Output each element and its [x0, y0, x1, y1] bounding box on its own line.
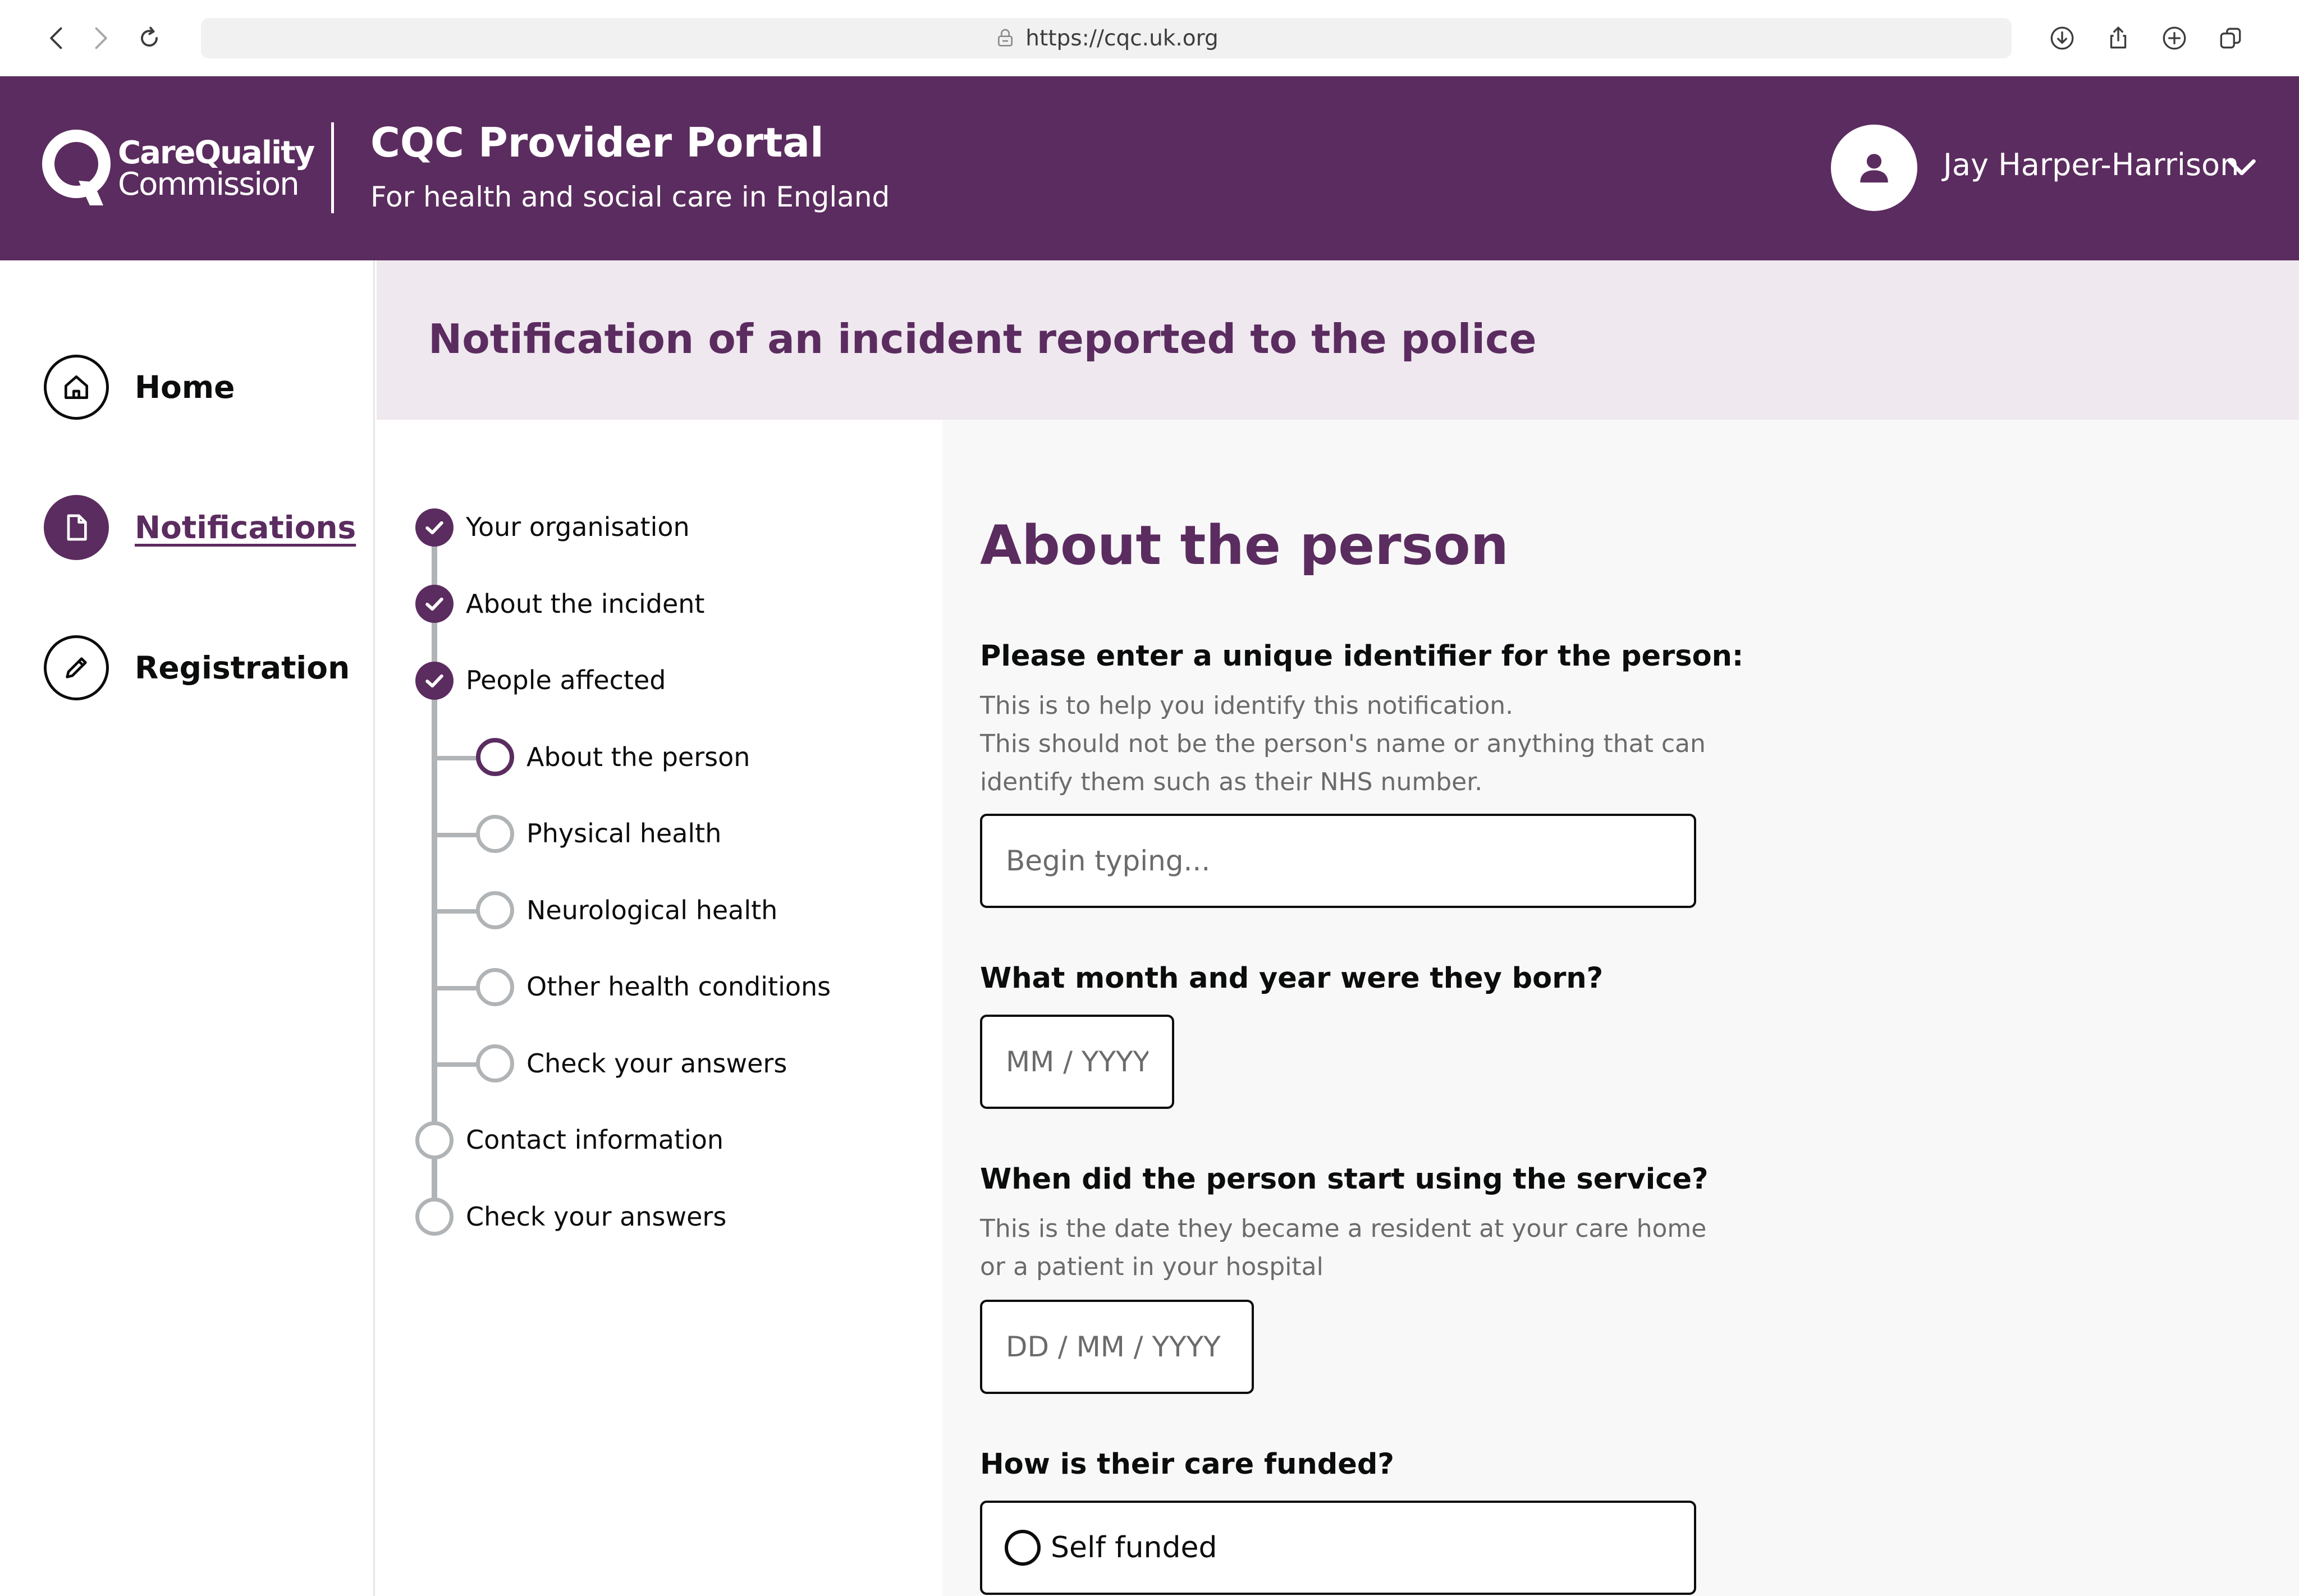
reload-button[interactable]: [131, 20, 167, 56]
step-about-the-incident[interactable]: About the incident: [466, 589, 705, 619]
step-your-organisation[interactable]: Your organisation: [466, 512, 690, 542]
lock-icon: [994, 27, 1016, 49]
pencil-icon-circle: [44, 635, 109, 700]
step-complete-marker: [415, 585, 454, 623]
tabs-icon: [2216, 24, 2245, 52]
identifier-label: Please enter a unique identifier for the person:: [980, 640, 1744, 673]
url-text: https://cqc.uk.org: [1025, 25, 1219, 51]
logo-text-line2: Commission: [118, 166, 299, 203]
identifier-hint-2: This should not be the person's name or anything that can: [980, 730, 1706, 758]
user-avatar[interactable]: [1831, 125, 1917, 211]
stepper-line: [432, 528, 437, 1218]
radio-button[interactable]: [1005, 1530, 1041, 1566]
identifier-hint-1: This is to help you identify this notification.: [980, 691, 1514, 720]
document-icon: [61, 512, 92, 543]
new-tab-button[interactable]: [2156, 20, 2192, 56]
logo-text-line1: CareQuality: [118, 135, 314, 171]
step-complete-marker: [415, 508, 454, 547]
step-people-affected[interactable]: People affected: [466, 665, 666, 695]
step-pending-marker: [476, 815, 514, 853]
step-complete-marker: [415, 662, 454, 700]
sidebar: [0, 260, 375, 1596]
reload-icon: [135, 24, 164, 53]
chevron-right-icon: [85, 24, 115, 53]
download-button[interactable]: [2044, 20, 2080, 56]
radio-label: Self funded: [1051, 1531, 1217, 1565]
step-current-marker: [476, 738, 514, 776]
portal-subtitle: For health and social care in England: [370, 181, 890, 213]
form-panel: [942, 420, 2299, 1596]
step-pending-marker: [415, 1121, 454, 1159]
sidebar-item-label: Home: [135, 369, 235, 405]
document-icon-circle: [44, 495, 109, 560]
page-title: Notification of an incident reported to the police: [428, 315, 1537, 363]
chevron-down-icon: [2224, 149, 2260, 185]
check-icon: [422, 668, 447, 693]
step-check-your-answers[interactable]: Check your answers: [466, 1201, 727, 1232]
step-about-the-person[interactable]: About the person: [526, 742, 750, 772]
user-icon: [1854, 148, 1894, 187]
step-physical-health[interactable]: Physical health: [526, 818, 722, 849]
birth-label: What month and year were they born?: [980, 962, 1604, 995]
header-divider: [331, 122, 334, 213]
identifier-hint-3: identify them such as their NHS number.: [980, 768, 1483, 796]
sidebar-item-label: Notifications: [135, 510, 356, 545]
step-neurological-health[interactable]: Neurological health: [526, 895, 778, 925]
share-button[interactable]: [2100, 20, 2136, 56]
check-icon: [422, 515, 447, 540]
funding-label: How is their care funded?: [980, 1448, 1394, 1481]
chevron-left-icon: [43, 24, 72, 53]
check-icon: [422, 591, 447, 616]
identifier-input[interactable]: [980, 814, 1696, 908]
service-start-hint-2: or a patient in your hospital: [980, 1253, 1323, 1281]
step-pending-marker: [476, 891, 514, 929]
cqc-logo[interactable]: [38, 126, 314, 210]
sidebar-item-registration[interactable]: [44, 635, 350, 700]
service-start-date-input[interactable]: [980, 1300, 1254, 1394]
cqc-q-logo-icon: [38, 126, 117, 210]
step-pending-marker: [476, 968, 514, 1006]
download-icon: [2048, 24, 2076, 52]
browser-toolbar: [0, 0, 2299, 76]
service-start-label: When did the person start using the service?: [980, 1163, 1709, 1196]
home-icon-circle: [44, 355, 109, 420]
tabs-button[interactable]: [2213, 20, 2248, 56]
step-contact-information[interactable]: Contact information: [466, 1125, 724, 1155]
funding-option-self-funded[interactable]: [980, 1501, 1696, 1595]
user-name[interactable]: Jay Harper-Harrison: [1943, 147, 2240, 182]
sidebar-item-notifications[interactable]: [44, 495, 356, 560]
birth-month-year-input[interactable]: [980, 1015, 1174, 1109]
step-pending-marker: [476, 1044, 514, 1083]
back-button[interactable]: [39, 20, 75, 56]
home-icon: [61, 372, 92, 403]
page-title-band: [377, 260, 2299, 420]
pencil-icon: [61, 652, 92, 684]
plus-circle-icon: [2160, 24, 2188, 52]
step-check-your-answers-sub[interactable]: Check your answers: [526, 1048, 787, 1079]
sidebar-item-home[interactable]: [44, 355, 235, 420]
portal-title: CQC Provider Portal: [370, 119, 824, 166]
forward-button[interactable]: [82, 20, 118, 56]
user-menu-toggle[interactable]: [2224, 149, 2260, 185]
service-start-hint-1: This is the date they became a resident at your care home: [980, 1214, 1707, 1243]
address-bar[interactable]: [201, 18, 2012, 58]
share-icon: [2104, 24, 2132, 52]
sidebar-item-label: Registration: [135, 650, 350, 686]
site-header: [0, 76, 2299, 260]
section-title: About the person: [980, 514, 1509, 577]
step-pending-marker: [415, 1198, 454, 1236]
step-other-health-conditions[interactable]: Other health conditions: [526, 971, 831, 1002]
